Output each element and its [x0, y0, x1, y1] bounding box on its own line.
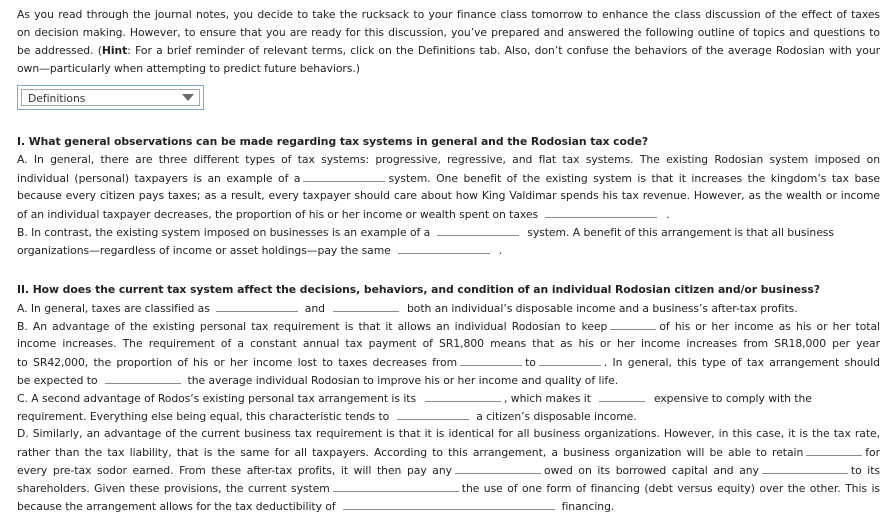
intro-line: on decision making. However, to ensure that you are ready for this discussion, you’ve prepared and answered the following outline of topics and questions to	[17, 26, 880, 39]
section-1-heading: I. What general observations can be made regarding tax systems in general and the Rodosian tax code?	[17, 135, 649, 148]
answer-blank-2c[interactable]	[610, 317, 656, 330]
text: .	[666, 208, 670, 221]
text: expensive to comply with the	[653, 392, 812, 405]
text: the use of one form of financing (debt versus equity) over the other. This is	[461, 482, 880, 495]
text: for	[865, 446, 880, 459]
hint-label: Hint	[101, 44, 128, 57]
section-2-line	[17, 353, 880, 371]
answer-blank-2g[interactable]	[425, 389, 501, 402]
text: of his or her income as his or her total	[659, 320, 880, 333]
section-2-line: income increases. The requirement of a constant annual tax payment of SR1,800 means that as his or her income increases from SR18,000 per year	[17, 337, 880, 350]
section-1-line	[17, 241, 880, 259]
section-2-line	[17, 479, 880, 497]
text: organizations—regardless of income or asset holdings—pay the same	[17, 244, 391, 257]
text: . In general, this type of tax arrangement should	[603, 356, 880, 369]
definitions-dropdown[interactable]	[17, 85, 204, 110]
text: to its	[850, 464, 880, 477]
section-2-line	[17, 299, 880, 317]
text: every pre-tax sodor earned. From these after-tax profits, it will then pay any	[17, 464, 453, 477]
answer-blank-1d[interactable]	[398, 241, 490, 254]
section-1-line: A. In general, there are three different types of tax systems: progressive, regressive, and flat tax systems. The existing Rodosian system imposed on	[17, 153, 880, 166]
intro-paragraph	[17, 6, 880, 78]
answer-blank-1c[interactable]	[437, 223, 519, 236]
text: .	[498, 244, 503, 257]
answer-blank-1a[interactable]	[303, 169, 385, 182]
text: owed on its borrowed capital and any	[544, 464, 759, 477]
text: A. In general, taxes are classified as	[17, 302, 210, 315]
intro-text: be addressed. (	[17, 44, 102, 57]
text: system. A benefit of this arrangement is that all business	[527, 226, 834, 239]
answer-blank-2h[interactable]	[599, 389, 645, 402]
section-2-line	[17, 461, 880, 479]
definitions-select[interactable]	[21, 89, 200, 106]
text: to	[525, 356, 536, 369]
intro-line: As you read through the journal notes, you decide to take the rucksack to your finance class tomorrow to enhance the class discussion of the effect of taxes	[17, 8, 880, 21]
text: system. One benefit of the existing system is that it increases the kingdom’s tax base	[388, 172, 880, 185]
section-2-line: D. Similarly, an advantage of the current business tax requirement is that it is identical for all business organizations. However, in this case, it is the tax rate,	[17, 427, 880, 440]
section-2	[17, 281, 880, 515]
text: because the arrangement allows for the tax deductibility of	[17, 500, 336, 513]
answer-blank-2f[interactable]	[105, 371, 181, 384]
intro-line	[17, 42, 880, 60]
answer-blank-2b[interactable]	[333, 299, 399, 312]
section-1-line	[17, 223, 880, 241]
answer-blank-2l[interactable]	[762, 461, 848, 474]
answer-blank-2i[interactable]	[397, 407, 469, 420]
section-1-line	[17, 205, 880, 223]
text: to SR42,000, the proportion of his or her income lost to taxes decreases from	[17, 356, 458, 369]
section-1-line	[17, 169, 880, 187]
chevron-down-icon[interactable]	[182, 94, 194, 101]
intro-text: : For a brief reminder of relevant terms, click on the Definitions tab. Also, don’t confuse the behaviors of the average Rodosian with your	[127, 44, 880, 57]
text: shareholders. Given these provisions, the current system	[17, 482, 330, 495]
section-2-line	[17, 317, 880, 335]
section-2-line	[17, 371, 880, 389]
section-2-line	[17, 443, 880, 461]
text: both an individual’s disposable income and a business’s after-tax profits.	[406, 302, 798, 315]
text: be expected to	[17, 374, 98, 387]
answer-blank-2k[interactable]	[455, 461, 541, 474]
answer-blank-2d[interactable]	[460, 353, 522, 366]
section-2-heading: II. How does the current tax system affect the decisions, behaviors, and condition of an individual Rodosian citizen and/or business?	[17, 283, 820, 296]
intro-line: own—particularly when attempting to predict future behaviors.)	[17, 62, 360, 75]
text: rather than the tax liability, that is the same for all taxpayers. According to this arrangement, a business organization will be able to retain	[17, 446, 804, 459]
section-2-line	[17, 497, 880, 515]
text: and	[304, 302, 325, 315]
section-2-line	[17, 389, 880, 407]
section-2-line	[17, 407, 880, 425]
answer-blank-2n[interactable]	[343, 497, 555, 510]
section-1	[17, 133, 880, 259]
text: the average individual Rodosian to improve his or her income and quality of life.	[187, 374, 619, 387]
text: B. An advantage of the existing personal tax requirement is that it allows an individual Rodosian to keep	[17, 320, 608, 333]
answer-blank-2m[interactable]	[333, 479, 459, 492]
text: B. In contrast, the existing system imposed on businesses is an example of a	[17, 226, 431, 239]
text: a citizen’s disposable income.	[476, 410, 637, 423]
text: , which makes it	[504, 392, 591, 405]
answer-blank-1b[interactable]	[545, 205, 657, 218]
text: requirement. Everything else being equal, this characteristic tends to	[17, 410, 390, 423]
answer-blank-2j[interactable]	[806, 443, 862, 456]
text: financing.	[561, 500, 615, 513]
text: C. A second advantage of Rodos’s existing personal tax arrangement is its	[17, 392, 417, 405]
section-1-line: because every citizen pays taxes; as a result, every taxpayer should care about how King Valdimar spends his tax revenue. However, as the wealth or income	[17, 189, 880, 202]
answer-blank-2a[interactable]	[216, 299, 298, 312]
answer-blank-2e[interactable]	[539, 353, 601, 366]
definitions-selected-value: Definitions	[28, 92, 86, 105]
text: of an individual taxpayer decreases, the proportion of his or her income or wealth spent on taxes	[17, 208, 539, 221]
text: individual (personal) taxpayers is an example of a	[17, 172, 301, 185]
